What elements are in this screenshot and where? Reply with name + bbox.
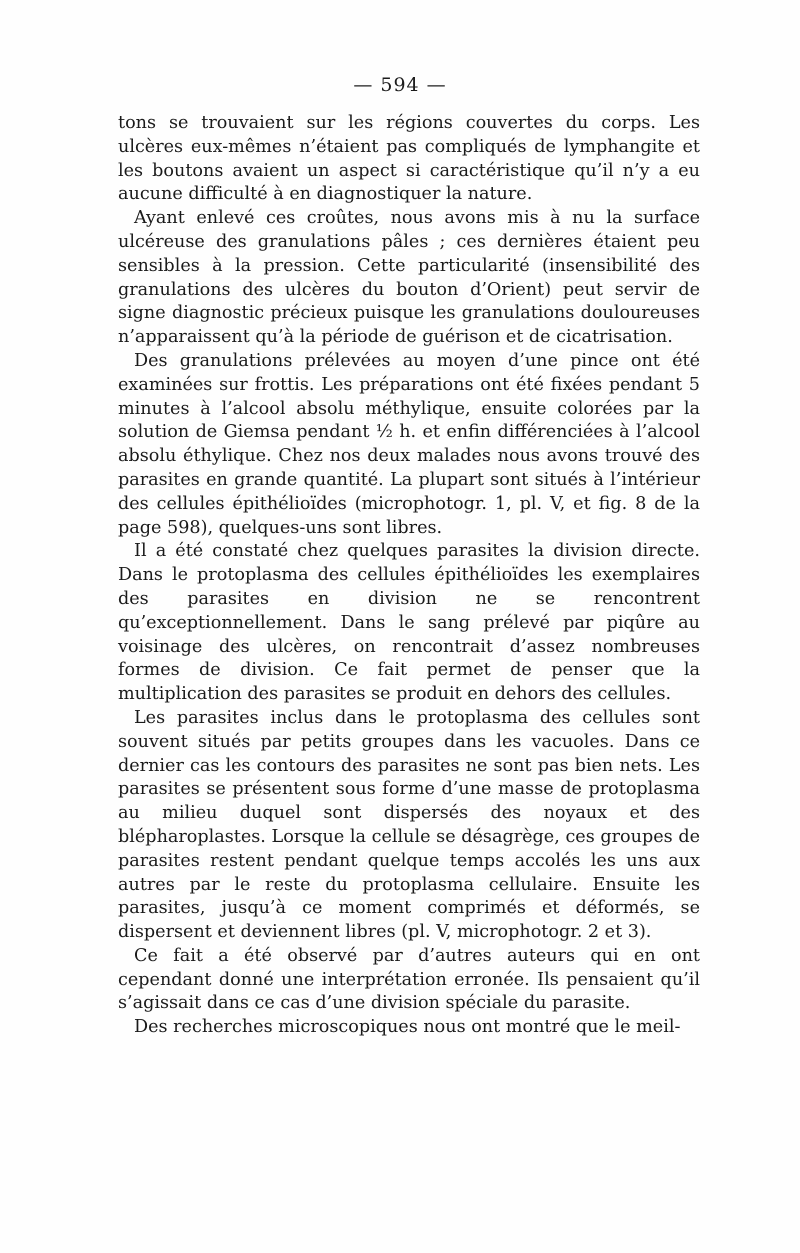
paragraph: tons se trouvaient sur les régions couvertes du corps. Les ulcères eux-mêmes n’étaient pas compliqués de lymphangite et les boutons avaient un aspect si caractéristique qu’il n’y a eu aucune difficulté à en diagnostiquer la nature. (118, 113, 700, 205)
paragraph: Ce fait a été observé par d’autres auteurs qui en ont cependant donné une interprétation erronée. Ils pensaient qu’il s’agissait dans ce cas d’une division spéciale du parasite. (118, 945, 700, 1014)
paragraph: Des recherches microscopiques nous ont montré que le meil- (134, 1017, 681, 1038)
body-text (118, 112, 700, 1040)
paragraph: Il a été constaté chez quelques parasites la division directe. Dans le protoplasma des cellules épithélioïdes les exemplaires des parasites en division ne se rencontrent qu’exceptionnellement. Dans le sang prélevé par piqûre au voisinage des ulcères, on rencontrait d’assez nombreuses formes de division. Ce fait permet de penser que la multiplication des parasites se produit en dehors des cellules. (118, 541, 700, 705)
page-number: — 594 — (353, 74, 447, 96)
paragraph: Ayant enlevé ces croûtes, nous avons mis à nu la surface ulcéreuse des granulations pâles ; ces dernières étaient peu sensibles à la pression. Cette particularité (insensibilité des granulations des ulcères du bouton d’Orient) peut servir de signe diagnostic précieux puisque les granulations douloureuses n’apparaissent qu’à la période de guérison et de cicatrisation. (118, 208, 700, 348)
paragraph: Des granulations prélevées au moyen d’une pince ont été examinées sur frottis. Les préparations ont été fixées pendant 5 minutes à l’alcool absolu méthylique, ensuite colorées par la solution de Giemsa pendant ½ h. et enfin différenciées à l’alcool absolu éthylique. Chez nos deux malades nous avons trouvé des parasites en grande quantité. La plupart sont situés à l’intérieur des cellules épithélioïdes (microphotogr. 1, pl. V, et fig. 8 de la page 598), quelques-uns sont libres. (118, 350, 700, 538)
paragraph: Les parasites inclus dans le protoplasma des cellules sont souvent situés par petits groupes dans les vacuoles. Dans ce dernier cas les contours des parasites ne sont pas bien nets. Les parasites se présentent sous forme d’une masse de protoplasma au milieu duquel sont dispersés des noyaux et des blépharoplastes. Lorsque la cellule se désagrège, ces groupes de parasites restent pendant quelque temps accolés les uns aux autres par le reste du protoplasma cellulaire. Ensuite les parasites, jusqu’à ce moment comprimés et déformés, se dispersent et deviennent libres (pl. V, microphotogr. 2 et 3). (118, 707, 700, 943)
